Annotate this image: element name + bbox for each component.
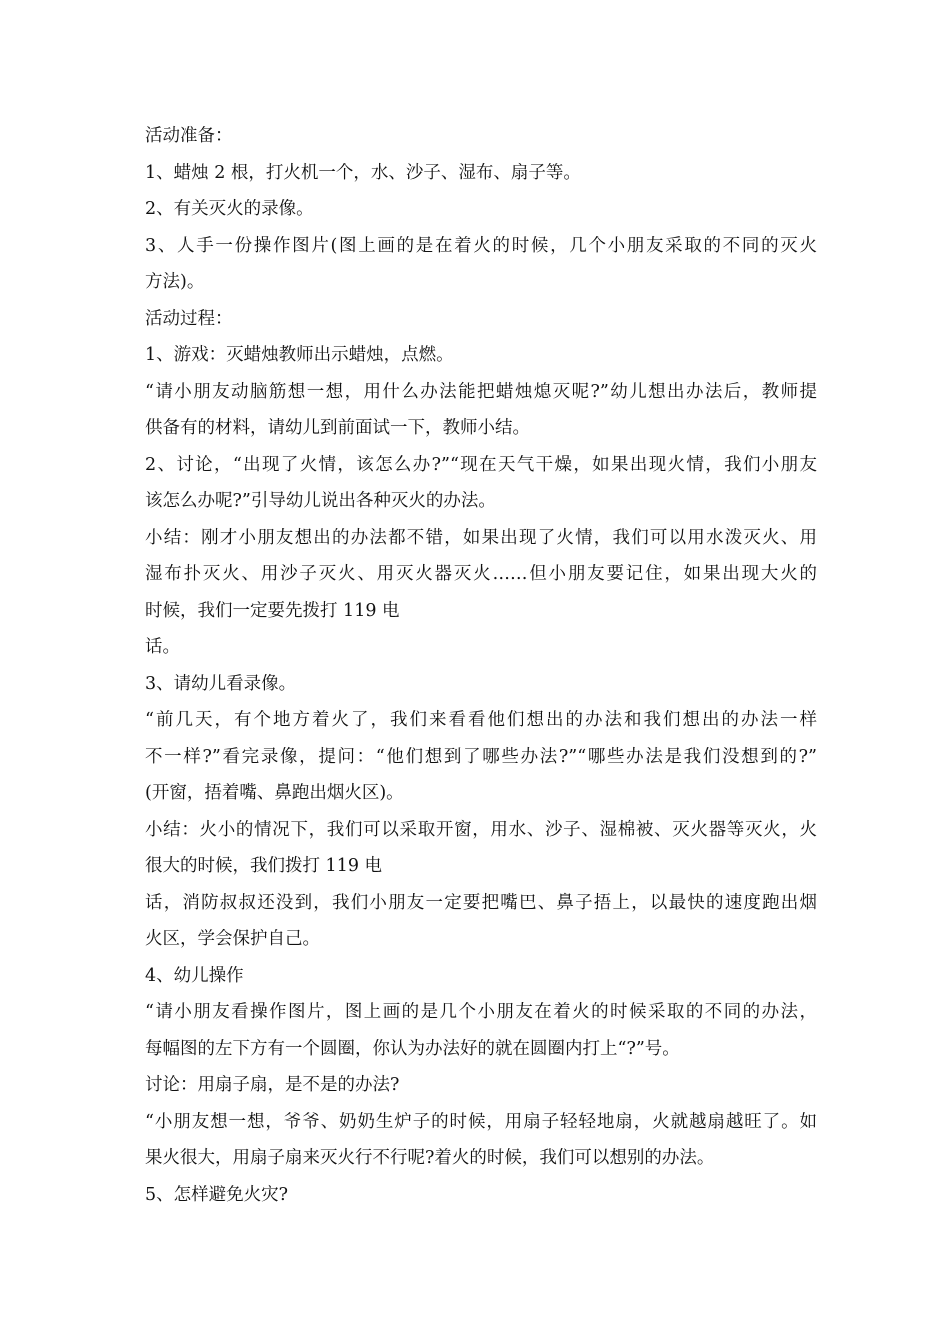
- text-line: “前几天，有个地方着火了，我们来看看他们想出的办法和我们想出的办法一样: [145, 710, 817, 730]
- text-line: 话。: [145, 637, 180, 657]
- text-line: 5、怎样避免火灾?: [145, 1184, 289, 1205]
- text-line: 活动准备：: [145, 126, 233, 146]
- text-line: 活动过程：: [145, 308, 233, 329]
- text-line: 方法)。: [145, 272, 205, 292]
- text-line: 3、人手一份操作图片(图上画的是在着火的时候，几个小朋友采取的不同的灭火: [145, 235, 817, 256]
- text-line: 话，消防叔叔还没到，我们小朋友一定要把嘴巴、鼻子捂上，以最快的速度跑出烟: [145, 892, 817, 913]
- text-line: 1、游戏：灭蜡烛教师出示蜡烛，点燃。: [145, 345, 454, 365]
- text-line: (开窗，捂着嘴、鼻跑出烟火区)。: [145, 783, 404, 803]
- text-line: 很大的时候，我们拨打 119 电: [145, 856, 383, 876]
- text-line: 小结：火小的情况下，我们可以采取开窗，用水、沙子、湿棉被、灭火器等灭火，火: [145, 819, 817, 840]
- document-body: [145, 118, 817, 1213]
- text-line: 每幅图的左下方有一个圆圈，你认为办法好的就在圆圈内打上“?”号。: [145, 1038, 680, 1059]
- text-line: 不一样?”看完录像，提问：“他们想到了哪些办法?”“哪些办法是我们没想到的?”: [145, 746, 817, 767]
- text-line: 火区，学会保护自己。: [145, 929, 320, 949]
- text-line: 供备有的材料，请幼儿到前面试一下，教师小结。: [145, 418, 530, 438]
- text-line: 3、请幼儿看录像。: [145, 673, 297, 694]
- text-line: 小结：刚才小朋友想出的办法都不错，如果出现了火情，我们可以用水泼灭火、用: [145, 527, 817, 548]
- text-line: “请小朋友动脑筋想一想，用什么办法能把蜡烛熄灭呢?”幼儿想出办法后，教师提: [145, 381, 817, 402]
- text-line: 2、讨论，“出现了火情，该怎么办?”“现在天气干燥，如果出现火情，我们小朋友: [145, 454, 817, 475]
- text-line: 果火很大，用扇子扇来灭火行不行呢?着火的时候，我们可以想别的办法。: [145, 1148, 715, 1168]
- text-line: 2、有关灭火的录像。: [145, 199, 314, 219]
- text-line: 时候，我们一定要先拨打 119 电: [145, 600, 400, 621]
- text-line: 该怎么办呢?”引导幼儿说出各种灭火的办法。: [145, 491, 496, 511]
- text-line: “小朋友想一想，爷爷、奶奶生炉子的时候，用扇子轻轻地扇，火就越扇越旺了。如: [145, 1111, 817, 1132]
- text-line: 1、蜡烛 2 根，打火机一个，水、沙子、湿布、扇子等。: [145, 162, 581, 183]
- text-line: 讨论：用扇子扇，是不是的办法?: [145, 1075, 400, 1095]
- text-line: 4、幼儿操作: [145, 965, 244, 986]
- text-line: 湿布扑灭火、用沙子灭火、用灭火器灭火……但小朋友要记住，如果出现大火的: [145, 564, 817, 584]
- text-line: “请小朋友看操作图片，图上画的是几个小朋友在着火的时候采取的不同的办法，: [145, 1002, 817, 1022]
